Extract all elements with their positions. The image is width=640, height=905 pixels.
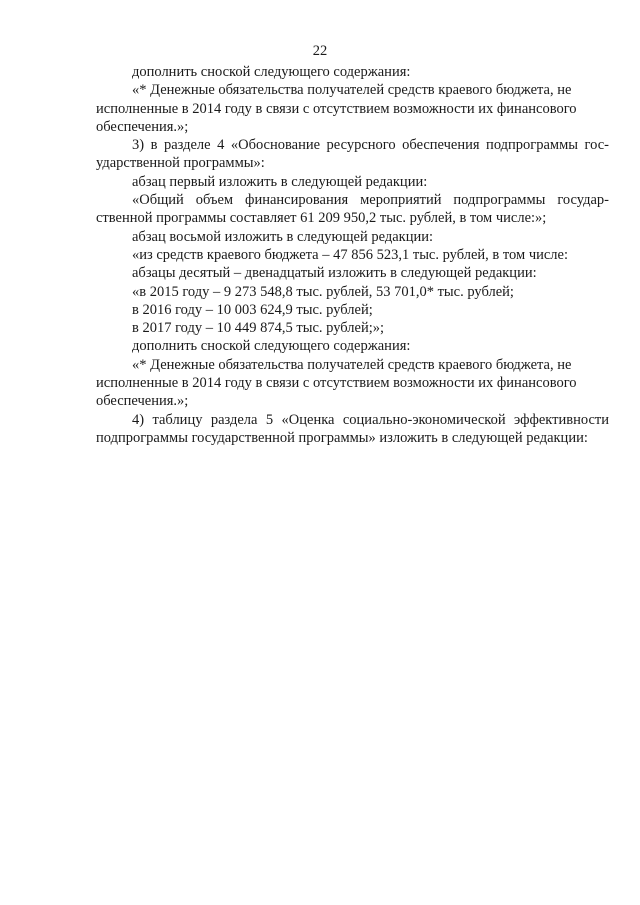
text-line: «* Денежные обязательства получателей средств краевого бюджета, не [132,356,572,373]
text-line: в 2017 году – 10 449 874,5 тыс. рублей;»; [132,320,385,337]
text-line: исполненные в 2014 году в связи с отсутствием возможности их финансового [96,375,577,392]
text-line: в 2016 году – 10 003 624,9 тыс. рублей; [132,301,373,318]
text-line: обеспечения.»; [96,118,189,135]
text-line: «в 2015 году – 9 273 548,8 тыс. рублей, 53 701,0* тыс. рублей; [132,283,514,300]
text-line: дополнить сноской следующего содержания: [132,338,411,355]
text-line: 3) в разделе 4 «Обоснование ресурсного обеспечения подпрограммы гос- [132,137,609,154]
text-line: абзацы десятый – двенадцатый изложить в следующей редакции: [132,265,537,282]
text-line: ударственной программы»: [96,155,265,172]
text-line: ственной программы составляет 61 209 950,2 тыс. рублей, в том числе:»; [96,210,547,227]
text-line: «из средств краевого бюджета – 47 856 523,1 тыс. рублей, в том числе: [132,246,569,263]
text-line: 4) таблицу раздела 5 «Оценка социально-экономической эффективности [132,411,609,428]
text-line: обеспечения.»; [96,393,189,410]
text-line: «* Денежные обязательства получателей средств краевого бюджета, не [132,82,572,99]
text-line: абзац первый изложить в следующей редакции: [132,173,428,190]
document-body [96,63,609,447]
text-line: «Общий объем финансирования мероприятий подпрограммы государ- [132,192,609,209]
text-line: подпрограммы государственной программы» изложить в следующей редакции: [96,429,588,446]
text-line: дополнить сноской следующего содержания: [132,64,411,80]
text-line: абзац восьмой изложить в следующей редакции: [132,228,434,245]
page-number: 22 [312,43,328,59]
text-line: исполненные в 2014 году в связи с отсутствием возможности их финансового [96,100,577,117]
